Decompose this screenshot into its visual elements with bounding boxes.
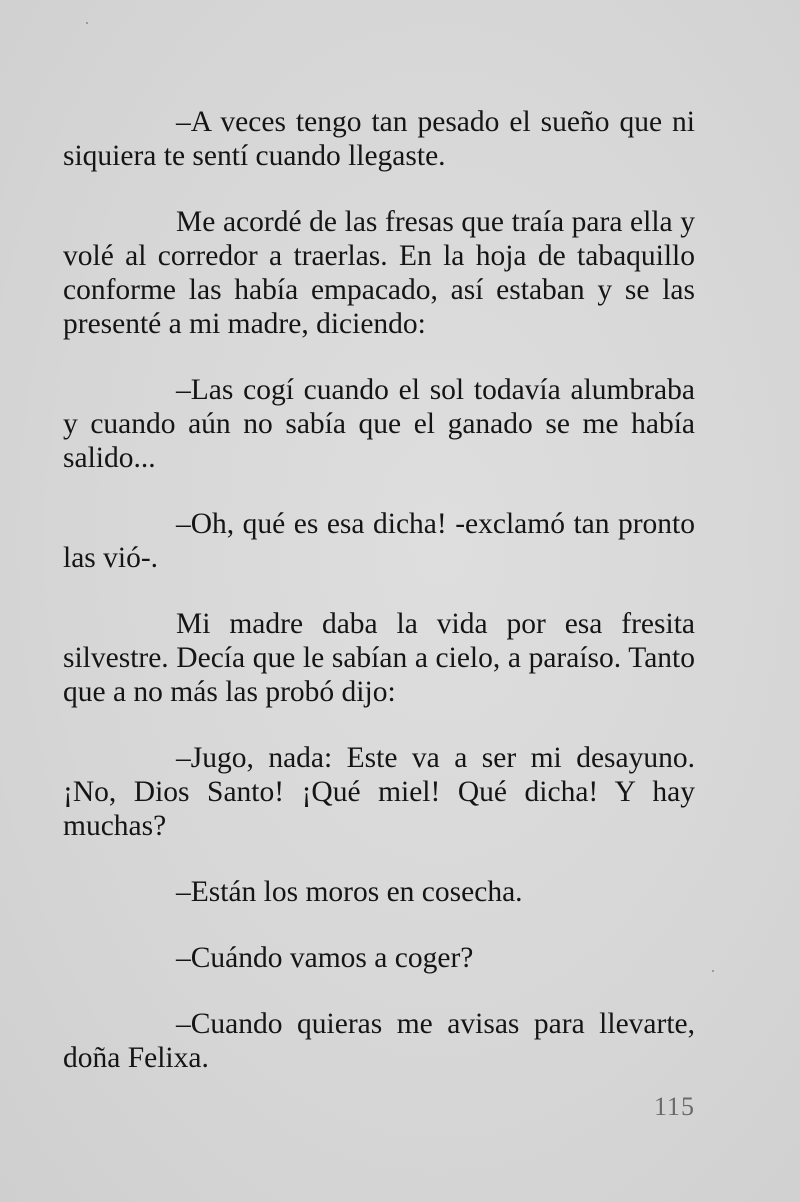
paragraph-5: Mi madre daba la vida por esa fresita silvestre. Decía que le sabían a cielo, a paraíso. Tanto que a no más las probó dijo: (63, 608, 695, 708)
page-number: 115 (654, 1092, 696, 1121)
paragraph-6: –Jugo, nada: Este va a ser mi desayuno. ¡No, Dios Santo! ¡Qué miel! Qué dicha! Y hay muchas? (63, 742, 695, 842)
page-body-text (63, 105, 695, 1107)
paper-speck (712, 970, 714, 972)
paragraph-4: –Oh, qué es esa dicha! -exclamó tan pronto las vió-. (63, 508, 695, 574)
paragraph-8: –Cuándo vamos a coger? (176, 942, 474, 974)
paragraph-9: –Cuando quieras me avisas para llevarte, doña Felixa. (63, 1008, 695, 1074)
paragraph-1: –A veces tengo tan pesado el sueño que ni siquiera te sentí cuando llegaste. (63, 106, 695, 172)
paragraph-3: –Las cogí cuando el sol todavía alumbraba y cuando aún no sabía que el ganado se me había salido... (63, 374, 695, 474)
paper-speck (86, 22, 88, 24)
paragraph-2: Me acordé de las fresas que traía para ella y volé al corredor a traerlas. En la hoja de tabaquillo conforme las había empacado, así estaban y se las presenté a mi madre, diciendo: (63, 206, 695, 340)
paragraph-7: –Están los moros en cosecha. (176, 876, 523, 908)
